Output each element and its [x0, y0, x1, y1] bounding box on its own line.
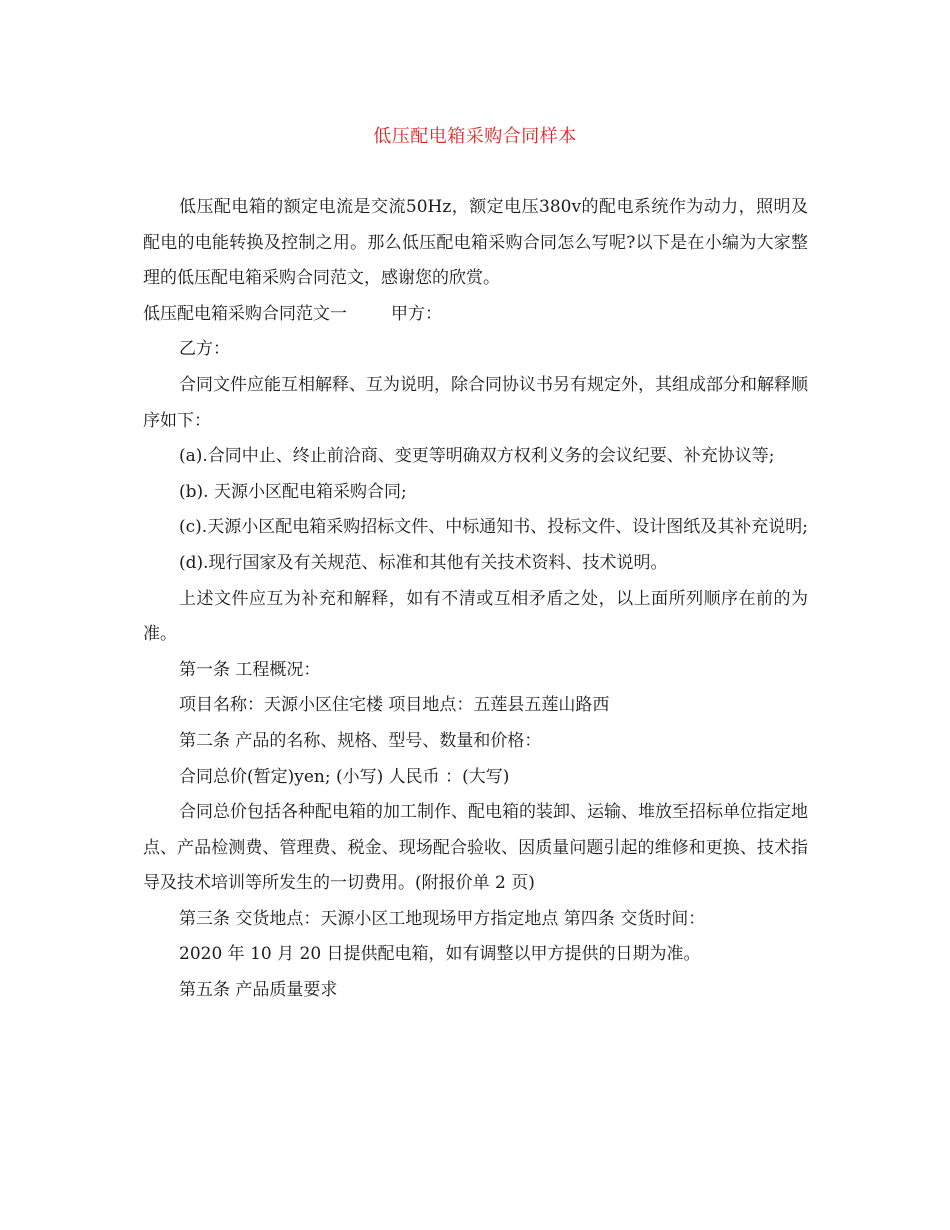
- precedence-paragraph: 上述文件应互为补充和解释，如有不清或互相矛盾之处，以上面所列顺序在前的为准。: [143, 588, 808, 645]
- article-2-heading: 第二条 产品的名称、规格、型号、数量和价格：: [179, 730, 542, 751]
- total-price-line: 合同总价(暂定)yen; (小写) 人民币 ：(大写): [179, 766, 510, 787]
- delivery-date-line: 2020 年 10 月 20 日提供配电箱，如有调整以甲方提供的日期为准。: [179, 944, 701, 965]
- party-a-label: 甲方：: [391, 303, 442, 324]
- list-item-c: (c).天源小区配电箱采购招标文件、中标通知书、投标文件、设计图纸及其补充说明;: [179, 517, 808, 538]
- party-b-label: 乙方：: [179, 339, 230, 360]
- contract-docs-paragraph: 合同文件应能互相解释、互为说明，除合同协议书另有规定外，其组成部分和解释顺序如下：: [143, 374, 808, 431]
- price-includes-paragraph: 合同总价包括各种配电箱的加工制作、配电箱的装卸、运输、堆放至招标单位指定地点、产品检测费、管理费、税金、现场配合验收、因质量问题引起的维修和更换、技术指导及技术培训等所发生的一切费用。(附报价单 2 页): [143, 802, 808, 894]
- list-item-b: (b). 天源小区配电箱采购合同;: [179, 481, 407, 502]
- document-body: [143, 190, 808, 1009]
- sample-heading-line: [143, 297, 808, 333]
- article-1-heading: 第一条 工程概况：: [179, 659, 321, 680]
- project-info: 项目名称：天源小区住宅楼 项目地点：五莲县五莲山路西: [179, 695, 610, 716]
- article-5-heading: 第五条 产品质量要求: [179, 980, 338, 1001]
- list-item-a: (a).合同中止、终止前洽商、变更等明确双方权利义务的会议纪要、补充协议等;: [179, 446, 775, 467]
- intro-paragraph: 低压配电箱的额定电流是交流50Hz，额定电压380v的配电系统作为动力，照明及配电的电能转换及控制之用。那么低压配电箱采购合同怎么写呢?以下是在小编为大家整理的低压配电箱采购合同范文，感谢您的欣赏。: [143, 197, 808, 289]
- document-title: 低压配电箱采购合同样本: [373, 126, 577, 147]
- article-3-4-line: 第三条 交货地点：天源小区工地现场甲方指定地点 第四条 交货时间：: [179, 908, 706, 929]
- list-item-d: (d).现行国家及有关规范、标准和其他有关技术资料、技术说明。: [179, 552, 668, 573]
- sample-heading: 低压配电箱采购合同范文一: [143, 303, 347, 324]
